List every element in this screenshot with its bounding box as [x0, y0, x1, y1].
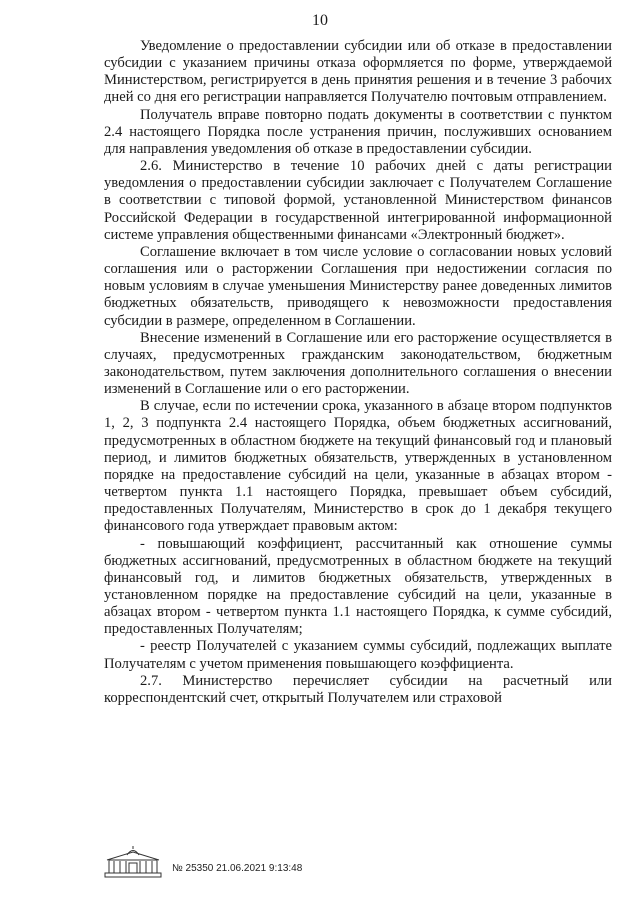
document-footer [104, 846, 404, 880]
paragraph-registry: - реестр Получателей с указанием суммы субсидий, подлежащих выплате Получателям с учетом применения повышающего коэффициента. [104, 638, 612, 672]
paragraph-2-6: 2.6. Министерство в течение 10 рабочих дней с даты регистрации уведомления о предоставлении субсидии заключает с Получателем Соглашение в соответствии с типовой формой, установленной Министерством финансов Российской Федерации в государственной интегрированной информационной системе управления общественными финансами «Электронный бюджет». [104, 158, 612, 243]
government-building-emblem-icon [104, 846, 162, 878]
document-body [104, 38, 612, 707]
paragraph-notification: Уведомление о предоставлении субсидии или об отказе в предоставлении субсидии с указанием причины отказа оформляется по форме, утверждаемой Министерством, регистрируется в день принятия решения и в течение 3 рабочих дней со дня его регистрации направляется Получателю почтовым отправлением. [104, 38, 612, 106]
paragraph-agreement-terms: Соглашение включает в том числе условие о согласовании новых условий соглашения или о расторжении Соглашения при недостижении согласия по новым условиям в случае уменьшения Министерству ранее доведенных лимитов бюджетных обязательств, приводящего к невозможности предоставления субсидии в размере, определенном в Соглашении. [104, 243, 612, 329]
registration-stamp: № 25350 21.06.2021 9:13:48 [172, 863, 303, 874]
paragraph-excess-budget: В случае, если по истечении срока, указанного в абзаце втором подпунктов 1, 2, 3 подпункта 2.4 настоящего Порядка, объем бюджетных ассигнований, предусмотренных в областном бюджете на текущий финансовый год и плановый период, и лимитов бюджетных обязательств, утвержденных в установленном порядке на предоставление субсидий на цели, указанные в абзацах втором - четвертом пункта 1.1 настоящего Порядка, превышает объем субсидий, предоставленных Получателям, Министерство в срок до 1 декабря текущего финансового года утверждает правовым актом: [104, 398, 612, 535]
paragraph-resubmission: Получатель вправе повторно подать документы в соответствии с пунктом 2.4 настоящего Порядка после устранения причин, послуживших основанием для направления уведомления об отказе в предоставлении субсидии. [104, 106, 612, 157]
page-number: 10 [312, 12, 328, 29]
paragraph-amendments: Внесение изменений в Соглашение или его расторжение осуществляется в случаях, предусмотренных гражданским законодательством, бюджетным законодательством, путем заключения дополнительного соглашения о внесении изменений в Соглашение или о его расторжении. [104, 329, 612, 398]
paragraph-coefficient: - повышающий коэффициент, рассчитанный как отношение суммы бюджетных ассигнований, предусмотренных в областном бюджете на текущий финансовый год, и лимитов бюджетных обязательств, утвержденных в установленном порядке на предоставление субсидий на цели, указанные в абзацах втором - четвертом пункта 1.1 настоящего Порядка, к сумме субсидий, предоставленных Получателям; [104, 535, 612, 638]
paragraph-2-7: 2.7. Министерство перечисляет субсидии на расчетный или корреспондентский счет, открытый Получателем или страховой [104, 672, 612, 706]
